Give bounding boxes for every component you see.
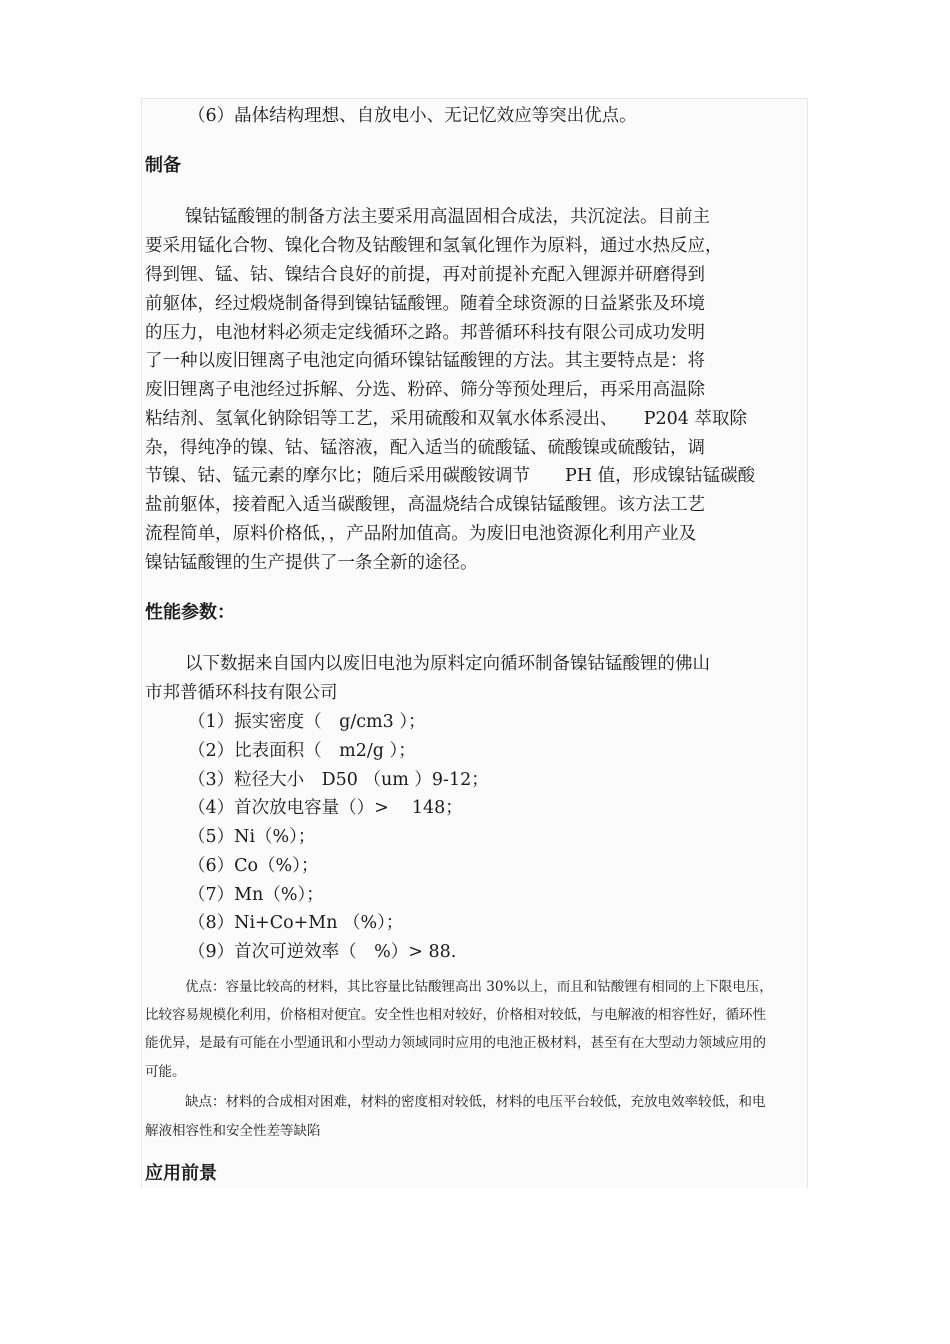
paragraph-line: 盐前躯体，接着配入适当碳酸锂，高温烧结合成镍钴锰酸锂。该方法工艺: [145, 495, 705, 515]
paragraph-line: 解液相容性和安全性差等缺陷: [145, 1123, 321, 1139]
paragraph-line: 废旧锂离子电池经过拆解、分选、粉碎、筛分等预处理后，再采用高温除: [145, 380, 705, 400]
list-item: （8）Ni+Co+Mn （%）；: [188, 913, 404, 933]
paragraph-line: 优点：容量比较高的材料，其比容量比钴酸锂高出 30%以上，而且和钴酸锂有相同的上下限电压，: [185, 979, 773, 995]
paragraph-line: 以下数据来自国内以废旧电池为原料定向循环制备镍钴锰酸锂的佛山: [185, 654, 710, 674]
list-item: （7）Mn（%）；: [188, 885, 324, 905]
paragraph-line: 可能。: [145, 1064, 186, 1080]
paragraph-line: 节镍、钴、锰元素的摩尔比；随后采用碳酸铵调节 PH 值，形成镍钴锰碳酸: [145, 466, 756, 486]
paragraph-line: 比较容易规模化利用，价格相对便宜。安全性也相对较好，价格相对较低，与电解液的相容性好，循环性: [145, 1007, 766, 1023]
paragraph-line: 得到锂、锰、钴、镍结合良好的前提，再对前提补充配入锂源并研磨得到: [145, 265, 705, 285]
paragraph-line: 杂，得纯净的镍、钴、锰溶液，配入适当的硫酸锰、硫酸镍或硫酸钴，调: [145, 438, 705, 458]
list-item: （5）Ni（%）；: [188, 827, 316, 847]
paragraph-line: 前躯体，经过煅烧制备得到镍钴锰酸锂。随着全球资源的日益紧张及环境: [145, 294, 705, 314]
section-heading-performance: 性能参数：: [145, 602, 235, 623]
paragraph-line: 要采用锰化合物、镍化合物及钴酸锂和氢氧化锂作为原料，通过水热反应，: [145, 236, 723, 256]
section-heading-preparation: 制备: [145, 155, 181, 176]
list-item: （4）首次放电容量（）> 148；: [188, 798, 463, 818]
document-page: [141, 98, 808, 1188]
list-item: （3）粒径大小 D50 （um ）9-12；: [188, 770, 489, 790]
paragraph-line: 市邦普循环科技有限公司: [145, 683, 338, 703]
list-item: （6）Co（%）；: [188, 856, 319, 876]
list-item: （9）首次可逆效率（ %）> 88.: [188, 942, 457, 962]
paragraph-line: 镍钴锰酸锂的制备方法主要采用高温固相合成法，共沉淀法。目前主: [185, 207, 710, 227]
list-item: （6）晶体结构理想、自放电小、无记忆效应等突出优点。: [188, 106, 637, 126]
list-item: （1）振实密度（ g/cm3 ）；: [188, 712, 426, 732]
paragraph-line: 能优异，是最有可能在小型通讯和小型动力领域同时应用的电池正极材料，甚至有在大型动力领域应用的: [145, 1035, 766, 1051]
section-heading-application: 应用前景: [145, 1163, 217, 1184]
paragraph-line: 的压力，电池材料必须走定线循环之路。邦普循环科技有限公司成功发明: [145, 323, 705, 343]
paragraph-line: 了一种以废旧锂离子电池定向循环镍钴锰酸锂的方法。其主要特点是：将: [145, 351, 705, 371]
paragraph-line: 镍钴锰酸锂的生产提供了一条全新的途径。: [145, 553, 478, 573]
paragraph-line: 粘结剂、氢氧化钠除铝等工艺，采用硫酸和双氧水体系浸出、 P204 萃取除: [145, 409, 747, 429]
paragraph-line: 缺点：材料的合成相对困难，材料的密度相对较低，材料的电压平台较低，充放电效率较低，和电: [185, 1094, 766, 1110]
list-item: （2）比表面积（ m2/g ）；: [188, 741, 416, 761]
paragraph-line: 流程简单，原料价格低，，产品附加值高。为废旧电池资源化利用产业及: [145, 524, 697, 544]
